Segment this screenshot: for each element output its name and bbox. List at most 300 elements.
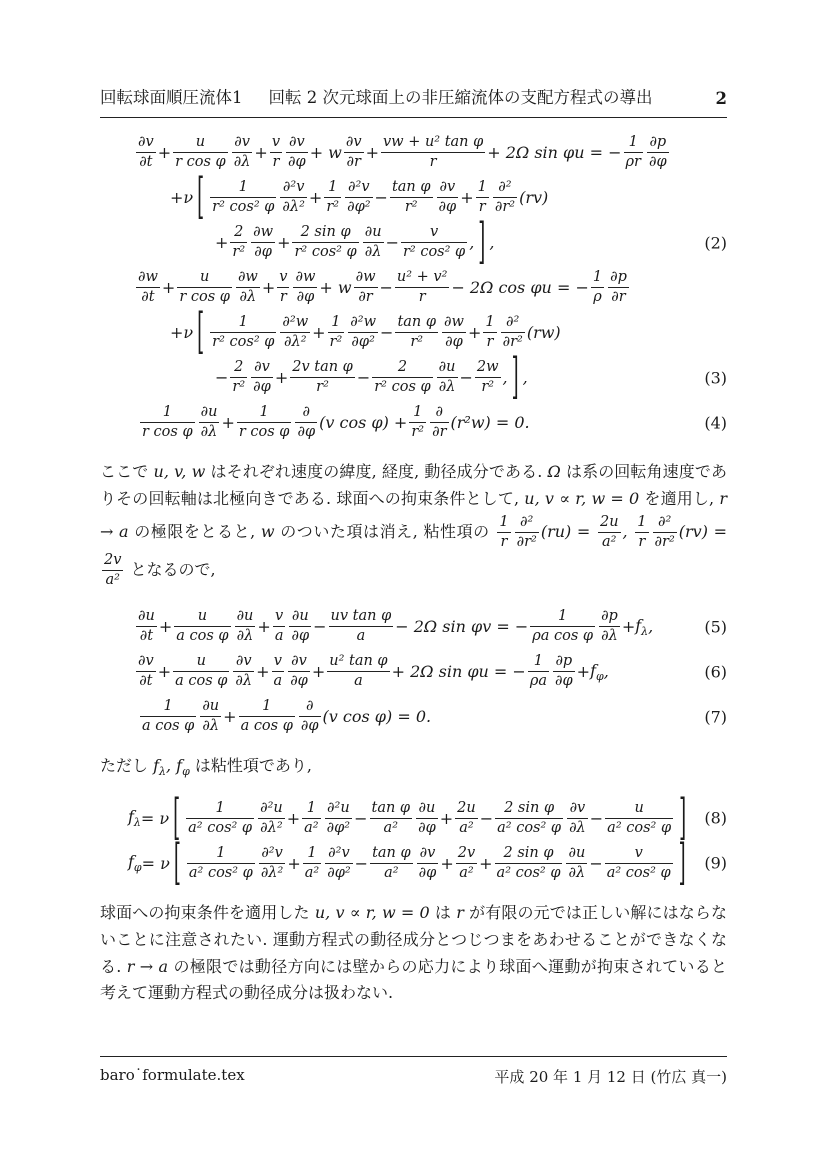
denominator: a² [370,818,413,838]
fraction [230,223,247,262]
math-text: (v cos φ) + [319,413,408,432]
fraction [258,799,285,838]
numerator: ∂u [364,224,382,241]
numerator: 1 [558,608,568,625]
math-text: + [286,808,301,828]
equation-line [100,214,727,271]
numerator: ∂²w [350,314,377,331]
numerator: 1 [328,179,338,196]
math-text: , [522,368,528,387]
numerator: ∂² [506,314,520,331]
numerator: ∂w [444,314,464,331]
fraction [288,652,310,691]
denominator: ∂φ² [326,819,351,836]
denominator: r² cos² φ [212,334,275,350]
denominator: a² cos² φ [606,864,671,881]
numerator: 2v [104,552,122,569]
text-run: が有限の元では正しい解にはならないことに注意されたい. 運動方程式の動径成分とつじつまをあわせることができなくなる. [100,902,727,976]
denominator: a² cos² φ [497,819,562,836]
numerator: ∂ [305,698,314,715]
fraction [553,652,575,691]
numerator: ∂² [498,179,512,196]
math-text: + w [309,143,342,162]
math-text: + [621,617,636,637]
denominator: ∂λ [233,154,251,170]
fraction [289,607,311,646]
denominator: r [483,332,496,352]
math-text: + [439,808,454,828]
equation-line [100,349,727,406]
text-run: の極限では動径方向には壁からの応力により球面へ運動が拘束されていると考えて運動方程式の動径成分は扱わない. [100,956,727,1003]
denominator: r² [411,424,425,440]
numerator: v [279,269,288,286]
math-text: + [157,662,172,682]
equation-number: (7) [704,707,727,727]
denominator: ∂λ [363,242,384,262]
equation-line [100,694,727,739]
fraction [237,403,292,442]
equation-line [100,649,727,694]
math-text: + [311,662,326,682]
denominator: a² [102,570,123,590]
numerator: 2v [457,844,476,861]
fraction [136,133,156,172]
denominator: r [476,197,489,217]
text-run: は粘性項であり, [189,756,312,776]
numerator: tan φ [397,314,437,331]
fraction [233,652,254,691]
math-text: − [379,278,393,297]
math-text: + 2Ω sin φu = − [487,143,622,162]
fraction [136,607,157,646]
denominator: r² [329,334,343,350]
equation-number: (3) [704,368,727,387]
equation-line [100,265,727,310]
math-text: − 2Ω cos φu = − [451,278,589,297]
math-text: + [479,853,493,873]
math-text: (ru) = [540,521,596,541]
denominator: a cos φ [240,718,293,735]
numerator: 2 sin φ [503,844,554,861]
denominator: ∂λ² [260,864,284,881]
math-text: + [261,278,276,297]
fraction [210,313,276,352]
fraction [295,403,317,442]
fraction [493,178,517,217]
equation-number: (8) [704,808,727,828]
fraction [354,268,378,307]
fraction [437,178,459,217]
math-text: Ω [547,462,561,481]
math-text: − [215,368,229,387]
numerator: ∂²v [328,844,350,861]
math-text: − [589,853,603,873]
header-page-number: 2 [715,89,727,108]
numerator: tan φ [371,799,411,816]
denominator: ρr [625,154,641,170]
fraction [401,223,467,262]
header-section-title: 回転 2 次元球面上の非圧縮流体の支配方程式の導出 [268,88,653,107]
header-series-title: 回転球面順圧流体1 [100,88,243,107]
denominator: ∂φ [291,628,310,645]
denominator: a² cos² φ [188,819,253,836]
fraction [530,607,595,646]
denominator: ∂φ [418,819,436,836]
numerator: ∂v [291,653,307,670]
equation-line [100,304,727,361]
fraction [437,358,458,397]
numerator: 1 [592,269,603,286]
math-text: − [385,233,399,252]
math-text: − [356,368,371,387]
denominator: ∂r² [494,199,516,215]
math-text: + [277,233,291,252]
math-text: + [161,278,176,297]
denominator: ∂φ [649,154,667,170]
page-header [100,84,727,118]
denominator: a² [456,863,477,883]
text-run: はそれぞれ速度の緯度, 経度, 動径成分である. [205,462,548,481]
fraction [239,697,295,736]
math-variable: $f_\varphi$ [590,660,604,683]
numerator: ∂ [435,404,444,421]
equation-group [100,789,727,892]
denominator: ∂r² [654,533,675,550]
fraction [409,403,426,442]
subscript: λ [159,765,166,779]
fraction [303,844,321,883]
denominator: a² [304,819,319,836]
fraction [290,358,355,397]
equation-line [100,400,727,445]
fraction [476,178,489,217]
denominator: ∂φ² [327,864,351,881]
denominator: a [327,671,389,691]
denominator: r² cos² φ [294,244,357,260]
denominator: ρ [591,287,604,307]
denominator: ∂φ [442,332,466,352]
equation-line [100,130,727,175]
math-text: = ν [141,853,170,873]
denominator: ∂λ [569,819,586,836]
denominator: ∂λ² [282,199,305,215]
fraction [495,799,563,838]
numerator: ∂u [202,698,220,715]
equation-number: (5) [704,617,727,637]
fraction [140,403,195,442]
denominator: ∂t [136,287,160,307]
denominator: ∂λ [235,673,253,690]
numerator: 1 [477,179,487,196]
denominator: a² cos² φ [607,819,672,836]
denominator: ∂t [136,152,156,172]
fraction [591,268,604,307]
denominator: r [635,532,648,552]
denominator: a² [455,818,478,838]
denominator: ∂λ [437,377,458,397]
fraction [599,607,620,646]
bracket: ] [678,834,686,892]
text-run: は [429,902,457,922]
denominator: ∂λ [236,287,260,307]
numerator: 1 [162,404,172,421]
math-text: + [308,188,323,207]
fraction [483,313,496,352]
numerator: ∂v [138,653,154,670]
text-run: ただし [100,756,154,776]
numerator: 2u [457,799,476,816]
denominator: ∂φ [251,242,275,262]
denominator: ∂r² [516,533,537,550]
denominator: r cos φ [142,424,193,440]
numerator: 1 [637,513,647,530]
subscript: φ [133,861,142,875]
math-text: (rw) [526,323,561,342]
numerator: ∂w [253,224,274,241]
numerator: v [271,134,281,151]
math-text: − 2Ω sin φv = − [395,617,529,637]
math-text: (rv) [519,188,549,207]
math-variable: $f_\lambda$ [153,756,166,779]
fraction [417,844,439,883]
math-text: w [260,521,275,541]
fraction [187,844,255,883]
bracket: [ [197,169,205,226]
fraction [136,268,160,307]
math-text: u, v, w [153,462,206,481]
denominator: r [277,287,289,307]
fraction [273,607,286,646]
numerator: ∂²v [282,179,305,196]
numerator: u [634,799,644,816]
fraction [199,403,220,442]
fraction [232,133,253,172]
fraction [236,268,260,307]
equation-number: (6) [704,662,727,682]
denominator: r² [232,244,246,260]
fraction [327,652,389,691]
numerator: ∂u [138,608,155,625]
denominator: r² [395,332,438,352]
math-text: + [365,143,379,162]
numerator: ∂w [295,269,316,286]
math-text: = ν [140,808,170,828]
equation-group [100,130,727,445]
math-text: + [223,707,237,727]
denominator: r cos φ [238,424,290,440]
footer-filename: baro˙formulate.tex [100,1066,245,1084]
fraction [598,513,621,552]
text-run: 球面への拘束条件を適用した [100,902,315,922]
numerator: 1 [628,134,638,151]
numerator: ∂w [138,269,158,286]
numerator: ∂w [355,269,376,286]
numerator: ∂v [345,134,362,151]
numerator: 2 [397,359,408,376]
fraction [370,844,413,883]
fraction [210,178,276,217]
fraction [515,513,539,552]
numerator: ∂u [418,799,436,816]
numerator: u² tan φ [329,653,388,670]
bracket: ] [478,214,486,271]
fraction [177,268,232,307]
math-text: , [622,521,634,541]
math-text: + [254,143,268,162]
fraction [230,358,247,397]
fraction [624,133,643,172]
numerator: v [634,844,643,861]
math-variable: $f_\varphi$ [176,756,190,779]
denominator: ∂t [136,671,156,691]
math-text: r → a [100,488,727,541]
denominator: a² [370,863,413,883]
denominator: ∂r [344,152,364,172]
equation-number: (4) [704,413,727,432]
footer-date-author: 平成 20 年 1 月 12 日 (竹広 真一) [494,1068,727,1086]
denominator: r cos φ [175,154,226,170]
paragraph [100,459,727,590]
equation-line [100,169,727,226]
denominator: r² cos φ [374,379,431,395]
fraction [280,313,310,352]
numerator: 2 sin φ [504,799,555,816]
numerator: v [273,653,282,670]
numerator: u² + v² [396,269,448,286]
text-run: となるので, [125,560,216,580]
math-text: + 2Ω sin φu = − [391,662,526,682]
content-blocks [100,130,727,1007]
numerator: 2 [234,224,244,241]
fraction [277,268,289,307]
denominator: ∂λ [199,422,220,442]
denominator: ∂φ [555,673,573,690]
math-text: + [257,617,271,637]
fraction [328,313,345,352]
math-text: − [354,853,369,873]
denominator: ∂φ [253,379,271,395]
denominator: r² [326,199,340,215]
subscript: λ [641,624,649,638]
numerator: 1 [238,179,248,196]
numerator: 1 [307,844,317,861]
fraction [567,799,588,838]
numerator: ∂²v [348,179,370,196]
denominator: a² [598,532,621,552]
denominator: ∂φ² [347,199,371,215]
math-text: − [479,808,494,828]
numerator: 2 sin φ [300,224,351,241]
numerator: 2w [476,359,499,376]
math-text: + [158,617,173,637]
numerator: ∂u [236,608,254,625]
fraction [528,652,549,691]
bracket: ] [679,789,687,847]
denominator: ∂φ [438,199,457,215]
math-text: − [589,808,604,828]
fraction [455,799,478,838]
math-text: r [456,902,464,922]
text-run: のついた項は消え, 粘性項の [274,521,496,541]
numerator: ∂p [649,134,667,151]
equation-number: (2) [704,233,727,252]
denominator: r [395,287,450,307]
denominator: a² cos² φ [496,864,561,881]
fraction [345,178,372,217]
math-text: − [313,617,327,637]
math-text: + [215,233,229,252]
numerator: v [429,224,439,241]
numerator: ∂v [419,844,436,861]
fraction [259,844,286,883]
math-text: , [603,662,609,682]
fraction [395,268,450,307]
bracket: [ [173,834,181,892]
fraction [235,607,256,646]
math-text: , [166,756,177,776]
fraction [653,513,677,552]
fraction [430,403,448,442]
numerator: 1 [331,314,341,331]
denominator: ∂φ [288,154,306,170]
numerator: 1 [533,653,544,670]
math-text: + [157,143,172,162]
numerator: 2v tan φ [292,359,353,376]
fraction [136,652,156,691]
subscript: φ [182,765,190,779]
bracket: [ [197,304,205,361]
fraction [286,133,308,172]
math-text: + [467,323,482,342]
content-area [100,84,727,1021]
math-text: u, v ∝ r, w = 0 [314,902,430,922]
paragraph [100,753,727,782]
denominator: ∂r² [502,334,523,350]
denominator: ρa cos φ [532,628,594,645]
denominator: ∂λ² [280,332,310,352]
numerator: 2u [599,513,619,530]
denominator: r² [390,197,433,217]
numerator: ∂v [439,179,456,196]
denominator: r² [475,377,501,397]
text-run: の極限をとると, [128,521,261,541]
denominator: a cos φ [142,718,195,735]
math-text: , [469,233,475,252]
math-text: (r²w) = 0. [450,413,530,432]
fraction [173,652,229,691]
numerator: tan φ [391,179,431,196]
math-text: , [648,617,654,637]
fraction [251,223,275,262]
math-variable: $f_\lambda$ [128,807,141,830]
text-run: ここで [100,462,154,481]
subscript: φ [595,669,604,683]
fraction [416,799,438,838]
fraction [442,313,466,352]
fraction [501,313,525,352]
fraction [635,513,648,552]
equation-line [100,834,727,892]
fraction [372,358,432,397]
fraction [186,799,254,838]
denominator: r² cos² φ [402,244,466,260]
denominator: ∂λ [599,626,620,646]
numerator: ∂p [555,653,573,670]
numerator: ∂u [291,608,309,625]
fraction [381,133,485,172]
numerator: u [196,653,206,670]
text-run: を適用し, [639,488,720,508]
